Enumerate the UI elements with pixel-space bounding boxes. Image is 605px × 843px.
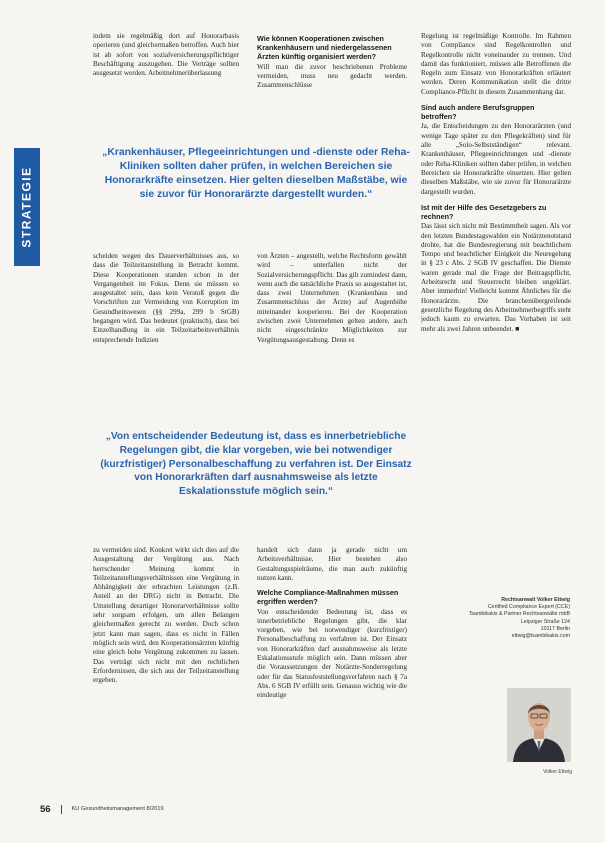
footer-divider bbox=[61, 805, 62, 814]
body-text: Von entscheidender Bedeutung ist, dass es innerbetriebliche Regelungen gibt, die klar vorgeben, wie bei notwendiger (kurzfristiger) Personalbeschaffung zu verfahren ist. Der Einsatz von Honorarkräften darf ausnahmsweise als letzte Eskalationsstufe möglich sein. Dann müssen aber die Voraussetzungen der Notärzte-Sonderregelung oder für das Statusfeststellungsverfahren nach § 7a Abs. 6 SGB IV erfüllt sein. Genauso wichtig wie die eindeutige bbox=[257, 607, 407, 700]
author-email: ettwig@tsambikakis.com bbox=[511, 633, 570, 640]
pull-quote: „Von entscheidender Bedeutung ist, dass es innerbetriebliche Regelungen gibt, die klar vorgeben, wie bei notwendiger (kurzfristiger) Personalbeschaffung zu verfahren ist. Der Einsatz von Honorarkräften darf ausnahmsweise als letzte Eskalationsstufe möglich sein.“ bbox=[100, 431, 412, 498]
column-1-top bbox=[93, 32, 239, 114]
body-text: zu vermeiden sind. Konkret wirkt sich dies auf die Ausgestaltung der Vergütung aus. Nach herrschender Meinung kommt in Teilzeitanstellungsverhältnissen eine Vergütung in Abhängigkeit der erbrachten Leistungen (z.B. Anteil an der DRG) nicht in Betracht. Die Umstellung derartiger Honorarverhältnisse sollte sehr sorgsam erfolgen, um allen Belangen gleichermaßen gerecht zu werden. Doch schon jetzt kann man sagen, dass es nicht in Fällen möglich sein wird, den Kooperationsärzten künftig eine gleich hohe Vergütung zukommen zu lassen. Das verträgt sich nicht mit den rechtlichen Erfordernissen, die sich aus der Teilzeitanstellung ergeben. bbox=[93, 546, 239, 685]
section-tab bbox=[14, 148, 40, 266]
photo-caption: Volker Ettwig bbox=[543, 769, 572, 775]
body-text: scheiden wegen des Dauerverhältnisses aus, so dass die Teilzeitanstellung in Betracht kommt. Diese Kooperationen standen schon in der Vergangenheit im Fokus. Denn sie müssen so ausgestaltet sein, dass kein Verstoß gegen die Vorschriften zur Vermeidung von Korruption im Gesundheitswesen (§§ 299a, 299 b StGB) begangen wird. Das bedeutet (praktisch), dass bei Einzelhandlung in ein Teilzeitarbeitsverhältnis entsprechende Indizien bbox=[93, 252, 239, 344]
author-street: Leipziger Straße 124 bbox=[520, 618, 570, 625]
publication-name: KU Gesundheitsmanagement 8/2019 bbox=[71, 806, 164, 812]
author-firm: Tsambikakis & Partner Rechtsanwälte mbB bbox=[468, 611, 570, 618]
body-text: indem sie regelmäßig dort auf Honorarbasis operieren (und gleichermaßen betroffen. Auch hier ist ab sofort von sozialversicherungspflichtiger Beschäftigung auszugehen. Die Verträge sollten ausgesetzt werden. Arbeitnehmerüberlassung bbox=[93, 32, 239, 78]
column-2-bottom bbox=[257, 546, 407, 786]
column-2-middle bbox=[257, 252, 407, 412]
question-heading: Sind auch andere Berufsgruppen betroffen? bbox=[421, 103, 535, 122]
page-footer bbox=[40, 803, 164, 815]
body-text: handelt sich dann ja gerade nicht um Arbeitsverhältnisse. Hier bestehen also Gestaltungsspielräume, die man auch zukünftig nutzen kann. bbox=[257, 546, 407, 582]
body-text: Ja, die Entscheidungen zu den Honorarärzten (und wenige Tage später zu den Pflegekräften) sind für alle „Solo-Selbstständigen“ relevant. Krankenhäuser, Pflegeeinrichtungen und -dienste oder Reha-Kliniken sollten daher prüfen, in welchen Bereichen sie Honorarkräfte einsetzen. Hier gelten dieselben Maßstäbe, wie sie zuvor für Honorarärzte dargestellt wurden. bbox=[421, 122, 571, 196]
question-heading: Ist mit der Hilfe des Gesetzgebers zu rechnen? bbox=[421, 202, 547, 222]
column-3 bbox=[421, 32, 571, 542]
body-text: Regelung ist regelmäßige Kontrolle. Im Rahmen von Compliance sind Regelkontrollen und Regelkontrolle nicht voneinander zu trennen. Und damit das funktioniert, müssen alle Betroffenen die Regeln zum Einsatz von Honorarkräften erläutert werden. Deren Kommunikation stellt die dritte Compliance-Pflicht in diesem Zusammenhang dar. bbox=[421, 32, 571, 96]
author-photo bbox=[507, 688, 571, 762]
body-text: Das lässt sich nicht mit Bestimmtheit sagen. Als vor den letzten Bundestagswahlen ein Notärztenotstand drohte, hat die Bundesregierung mit beachtlichem Tempo und beachtlicher Einigkeit die Neuregelung in § 23 c Abs. 2 SGB IV geschaffen. Die Dienste waren gerade mal die Frage der Beitragspflicht, Arbeitsrecht und Steuerrecht bleiben ungeklärt. Aber immerhin! Vielleicht kommt Ähnliches für die Honorarärzte. Die branchenübergreifende gesetzliche Regelung des Arbeitnehmerbegriffs steht jedoch kaum zu erwarten. Das Vorhaben ist seit mehr als zwei Jahren unbeendet. ■ bbox=[421, 222, 571, 333]
pull-quote: „Krankenhäuser, Pflegeeinrichtungen und -dienste oder Reha-Kliniken sollten daher prüfen, in welchen Bereichen sie Honorarkräfte einsetzen. Hier gelten dieselben Maßstäbe, wie sie zuvor für Honorarärzte dargestellt wurden.“ bbox=[102, 147, 410, 200]
section-label: STRATEGIE bbox=[20, 166, 34, 248]
column-2-top bbox=[257, 32, 407, 114]
author-title: Certified Compliance Expert (CCE) bbox=[487, 604, 570, 611]
question-heading: Wie können Kooperationen zwischen Krankenhäusern und niedergelassenen Ärzten künftig organisiert werden? bbox=[257, 34, 392, 62]
column-1-middle bbox=[93, 252, 239, 412]
column-1-bottom bbox=[93, 546, 239, 786]
page-number: 56 bbox=[40, 803, 51, 815]
body-text: von Ärzten – angestellt, welche Rechtsform gewählt wird – unterfallen nicht der Sozialversicherungspflicht. Das gilt zumindest dann, wenn auch die tatsächliche Praxis so ausgestaltet ist, dass zwei Unternehmen (Krankenhaus und Zusammenschluss der Ärzte) auf Augenhöhe miteinander kooperieren. Bei der Kooperation zwischen zwei Unternehmen gelten andere, auch nicht eingeschränkte Möglichkeiten zur Vergütungsausgestaltung. Denn es bbox=[257, 252, 407, 344]
author-info bbox=[452, 597, 570, 640]
body-text: Will man die zuvor beschriebenen Probleme vermeiden, muss neu gedacht werden. Zusammenschlüsse bbox=[257, 62, 407, 90]
portrait-image bbox=[507, 688, 571, 762]
author-city: 10117 Berlin bbox=[540, 625, 570, 632]
question-heading: Welche Compliance-Maßnahmen müssen ergriffen werden? bbox=[257, 588, 399, 607]
author-name: Rechtsanwalt Volker Ettwig bbox=[501, 597, 570, 603]
